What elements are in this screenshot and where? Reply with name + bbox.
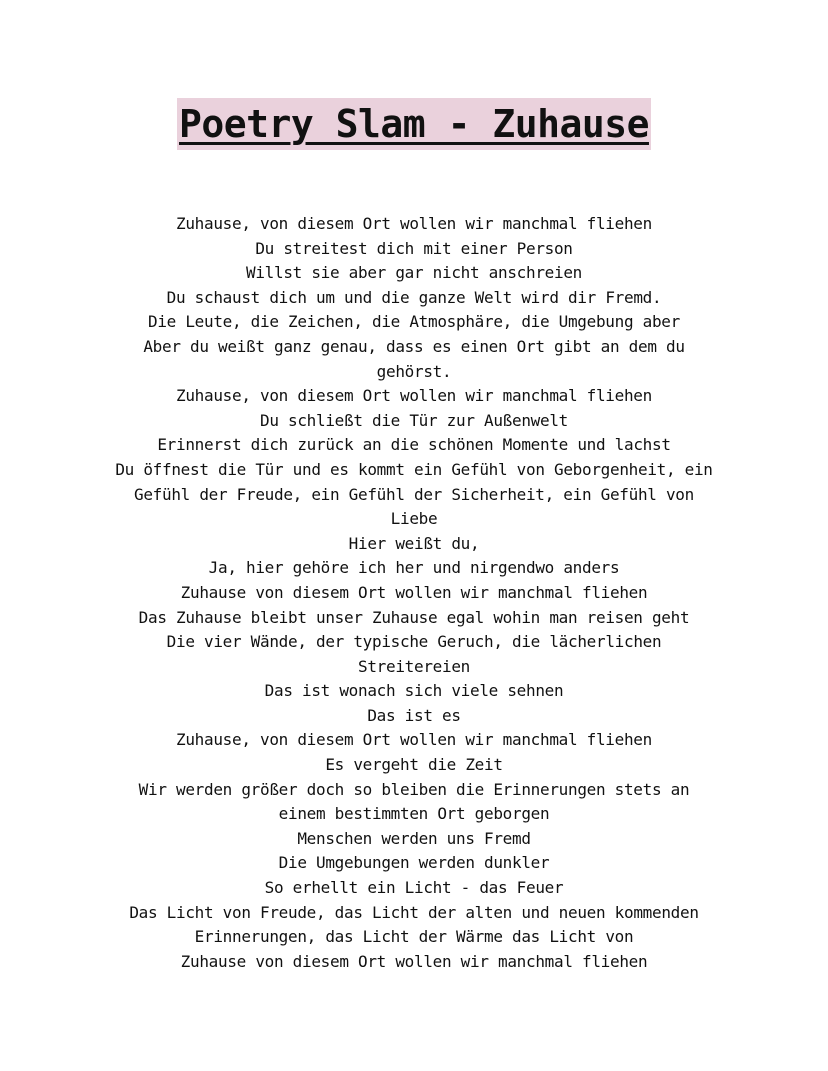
poem-line: Die Leute, die Zeichen, die Atmosphäre, die Umgebung aber (148, 312, 680, 332)
page-title: Poetry Slam - Zuhause (177, 98, 651, 150)
poem-line: Es vergeht die Zeit (325, 755, 503, 775)
poem-line: Streitereien (358, 656, 470, 676)
poem-line: Wir werden größer doch so bleiben die Erinnerungen stets an (138, 779, 690, 799)
poem-line: Ja, hier gehöre ich her und nirgendwo anders (208, 558, 620, 578)
poem-line: Das ist es (367, 705, 461, 725)
poem-line: Das Licht von Freude, das Licht der alten und neuen kommenden (129, 902, 699, 922)
poem-line: Menschen werden uns Fremd (297, 828, 531, 848)
poem-line: Du streitest dich mit einer Person (255, 238, 573, 258)
poem-line: Zuhause, von diesem Ort wollen wir manchmal fliehen (176, 386, 652, 406)
poem-line: Erinnerungen, das Licht der Wärme das Licht von (194, 927, 634, 947)
poem-line: Erinnerst dich zurück an die schönen Momente und lachst (157, 435, 671, 455)
title-container (0, 98, 828, 150)
poem-line: gehörst. (376, 361, 452, 381)
poem-line: Du schließt die Tür zur Außenwelt (260, 410, 568, 430)
poem-line: Liebe (390, 509, 438, 529)
poem-line: Willst sie aber gar nicht anschreien (246, 263, 582, 283)
poem-line: Du schaust dich um und die ganze Welt wird dir Fremd. (166, 287, 662, 307)
poem-line: Zuhause von diesem Ort wollen wir manchmal fliehen (180, 582, 648, 602)
poem-line: Du öffnest die Tür und es kommt ein Gefühl von Geborgenheit, ein (115, 459, 713, 479)
poem-line: Zuhause von diesem Ort wollen wir manchmal fliehen (180, 951, 648, 971)
poem-line: Die Umgebungen werden dunkler (278, 853, 550, 873)
poem-line: Zuhause, von diesem Ort wollen wir manchmal fliehen (176, 214, 652, 233)
poem-line: Zuhause, von diesem Ort wollen wir manchmal fliehen (176, 730, 652, 750)
poem-line: Das Zuhause bleibt unser Zuhause egal wohin man reisen geht (138, 607, 690, 627)
poem-line: Gefühl der Freude, ein Gefühl der Sicherheit, ein Gefühl von (134, 484, 694, 504)
poem-line: So erhellt ein Licht - das Feuer (264, 878, 564, 898)
poem-body (40, 212, 788, 974)
poem-line: Hier weißt du, (348, 533, 480, 553)
poem-line: Die vier Wände, der typische Geruch, die lächerlichen (166, 632, 662, 652)
poem-line: Aber du weißt ganz genau, dass es einen Ort gibt an dem du (143, 336, 685, 356)
poem-line: einem bestimmten Ort geborgen (278, 804, 550, 824)
poem-line: Das ist wonach sich viele sehnen (264, 681, 564, 701)
